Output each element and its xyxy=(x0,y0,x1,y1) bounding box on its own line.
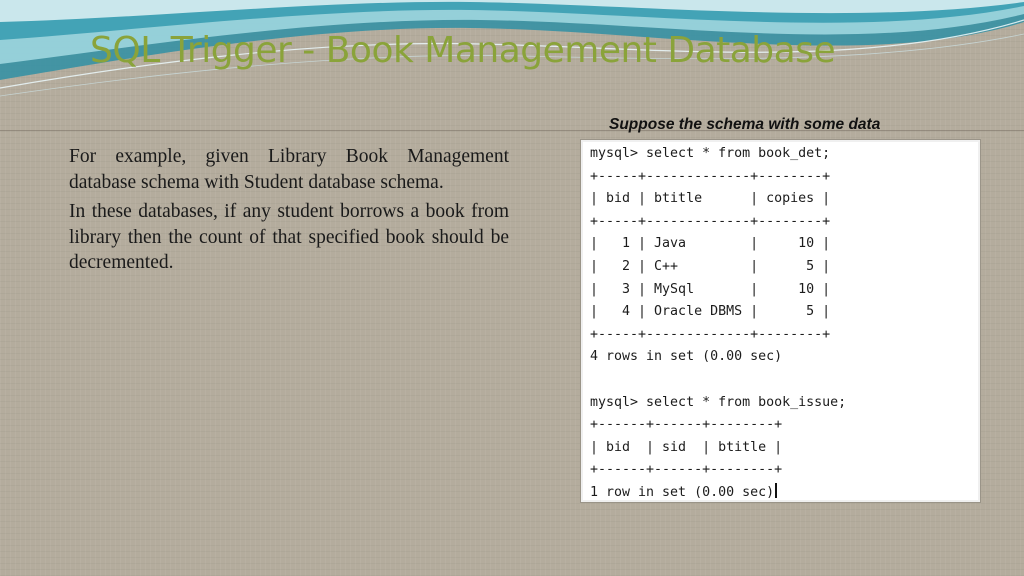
terminal-line: mysql> select * from book_issue; xyxy=(590,394,847,410)
terminal-line: | 1 | Java | 10 | xyxy=(590,236,831,252)
terminal-line: +------+------+--------+ xyxy=(590,462,783,478)
terminal-line: | bid | btitle | copies | xyxy=(590,191,831,207)
schema-caption: Suppose the schema with some data xyxy=(609,116,881,133)
terminal-line: 1 row in set (0.00 sec) xyxy=(590,484,775,500)
terminal-line: +-----+-------------+--------+ xyxy=(590,326,831,342)
terminal-output xyxy=(581,140,980,505)
terminal-line: 4 rows in set (0.00 sec) xyxy=(590,349,783,365)
terminal-line: +------+------+--------+ xyxy=(590,417,783,433)
body-paragraph-1: For example, given Library Book Management database schema with Student database schema. xyxy=(69,146,509,193)
terminal-line: | 4 | Oracle DBMS | 5 | xyxy=(590,304,831,320)
text-cursor xyxy=(775,483,777,498)
body-text xyxy=(69,144,509,280)
terminal-line: | 2 | C++ | 5 | xyxy=(590,258,831,274)
body-paragraph-2: In these databases, if any student borrows a book from library then the count of that specified book should be decremented. xyxy=(69,201,509,273)
terminal-line: +-----+-------------+--------+ xyxy=(590,168,831,184)
terminal-line: | bid | sid | btitle | xyxy=(590,439,783,455)
terminal-line: +-----+-------------+--------+ xyxy=(590,213,831,229)
terminal-line: mysql> select * from book_det; xyxy=(590,146,831,161)
terminal-line: | 3 | MySql | 10 | xyxy=(590,281,831,297)
terminal-screenshot xyxy=(580,139,981,503)
slide-title: SQL Trigger - Book Management Database xyxy=(90,30,836,71)
